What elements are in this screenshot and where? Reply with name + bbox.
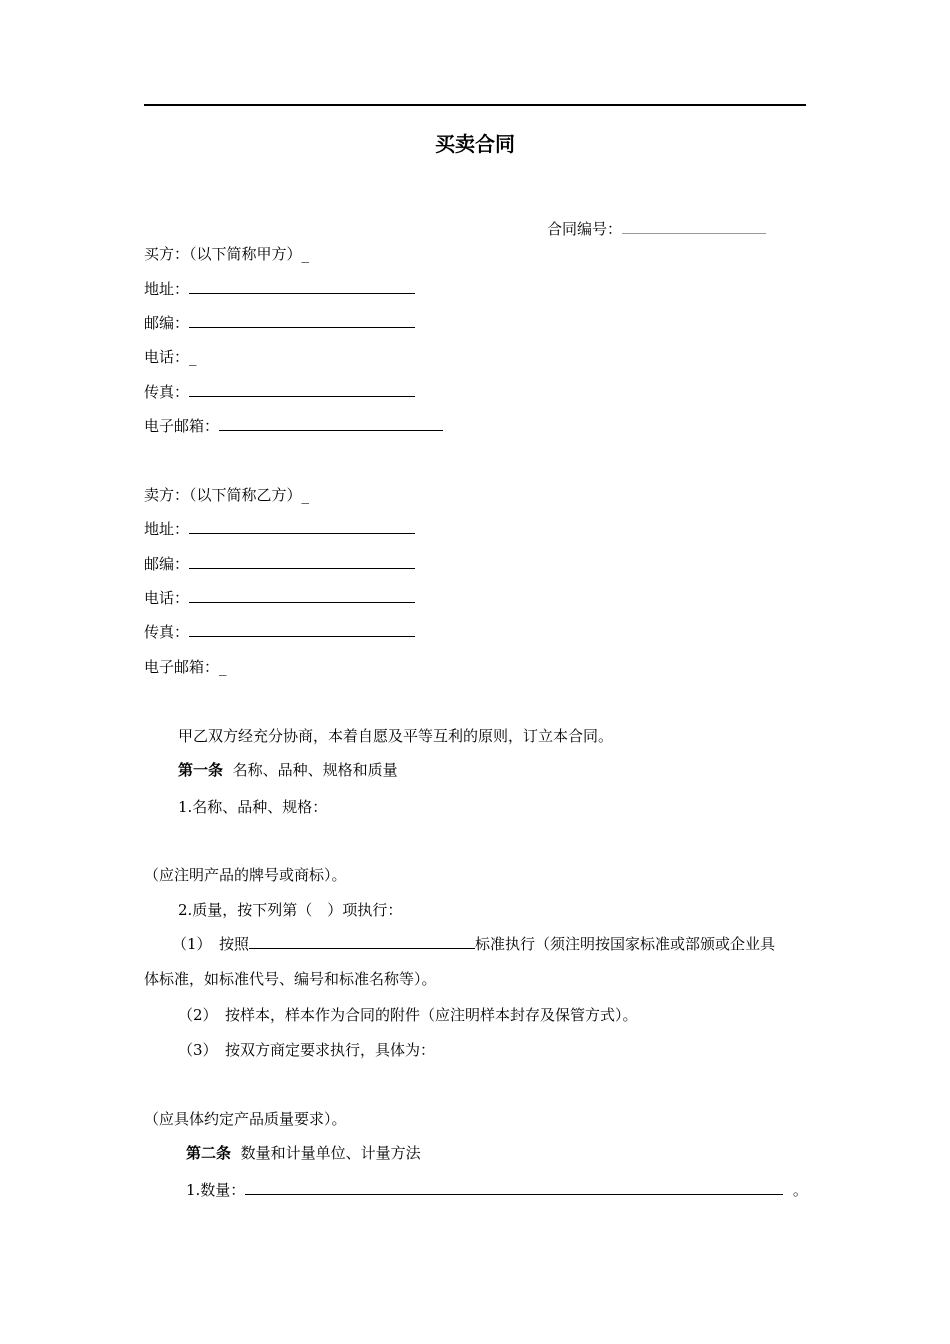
article-1-number: 第一条	[178, 761, 224, 779]
seller-phone-blank[interactable]	[189, 588, 415, 603]
quantity-blank[interactable]	[245, 1180, 783, 1195]
quality-option-1-suffix: 标准执行（须注明按国家标准或部颁或企业具	[475, 935, 776, 953]
contract-number-label: 合同编号：	[547, 220, 623, 238]
buyer-address-label: 地址：	[144, 280, 190, 298]
quality-option-2: （2） 按样本，样本作为合同的附件（应注明样本封存及保管方式）。	[178, 1006, 638, 1024]
seller-fax-row	[144, 622, 415, 642]
article-1-item-1: 1.名称、品种、规格：	[178, 798, 328, 816]
buyer-fax-blank[interactable]	[189, 382, 415, 397]
buyer-postcode-label: 邮编：	[144, 314, 190, 332]
article-2-title: 数量和计量单位、计量方法	[240, 1144, 421, 1162]
seller-address-label: 地址：	[144, 520, 190, 538]
page-title: 买卖合同	[435, 132, 515, 156]
buyer-fax-label: 传真：	[144, 383, 190, 401]
quality-option-1	[172, 934, 775, 954]
seller-phone-label: 电话：	[144, 589, 190, 607]
buyer-postcode-blank[interactable]	[189, 313, 415, 328]
quantity-row	[186, 1180, 808, 1200]
quality-standard-blank[interactable]	[249, 934, 475, 949]
quality-option-3-note: （应具体约定产品质量要求）。	[144, 1110, 347, 1128]
seller-address-blank[interactable]	[189, 519, 415, 534]
buyer-email-label: 电子邮箱：	[144, 417, 220, 435]
seller-fax-label: 传真：	[144, 623, 190, 641]
seller-heading: 卖方：（以下简称乙方）_	[144, 486, 310, 504]
seller-phone-row	[144, 588, 415, 608]
seller-postcode-blank[interactable]	[189, 554, 415, 569]
buyer-heading: 买方：（以下简称甲方）_	[144, 245, 310, 263]
article-1-heading	[178, 760, 398, 780]
intro-paragraph: 甲乙双方经充分协商，本着自愿及平等互利的原则，订立本合同。	[178, 727, 614, 745]
quality-option-1-continued: 体标准，如标准代号、编号和标准名称等）。	[144, 970, 437, 988]
quantity-label: 1.数量：	[186, 1181, 246, 1199]
buyer-phone-row: 电话：_	[144, 348, 197, 366]
seller-address-row	[144, 519, 415, 539]
quality-option-1-prefix: （1） 按照	[172, 935, 250, 953]
contract-number-blank[interactable]	[622, 219, 766, 234]
buyer-address-blank[interactable]	[189, 279, 415, 294]
contract-number-row	[547, 219, 766, 239]
buyer-address-row	[144, 279, 415, 299]
article-1-item-1-note: （应注明产品的牌号或商标）。	[144, 866, 347, 884]
seller-postcode-label: 邮编：	[144, 555, 190, 573]
seller-email-row: 电子邮箱：_	[144, 658, 227, 676]
quality-option-3: （3） 按双方商定要求执行，具体为：	[178, 1041, 436, 1059]
article-2-number: 第二条	[186, 1144, 232, 1162]
article-1-item-2: 2.质量，按下列第（ ）项执行：	[178, 901, 403, 919]
header-rule	[144, 104, 806, 106]
buyer-email-blank[interactable]	[219, 416, 443, 431]
quantity-end: 。	[792, 1181, 808, 1199]
seller-fax-blank[interactable]	[189, 622, 415, 637]
article-1-title: 名称、品种、规格和质量	[232, 761, 398, 779]
buyer-postcode-row	[144, 313, 415, 333]
article-2-heading	[186, 1143, 421, 1163]
seller-postcode-row	[144, 554, 415, 574]
buyer-email-row	[144, 416, 443, 436]
buyer-fax-row	[144, 382, 415, 402]
